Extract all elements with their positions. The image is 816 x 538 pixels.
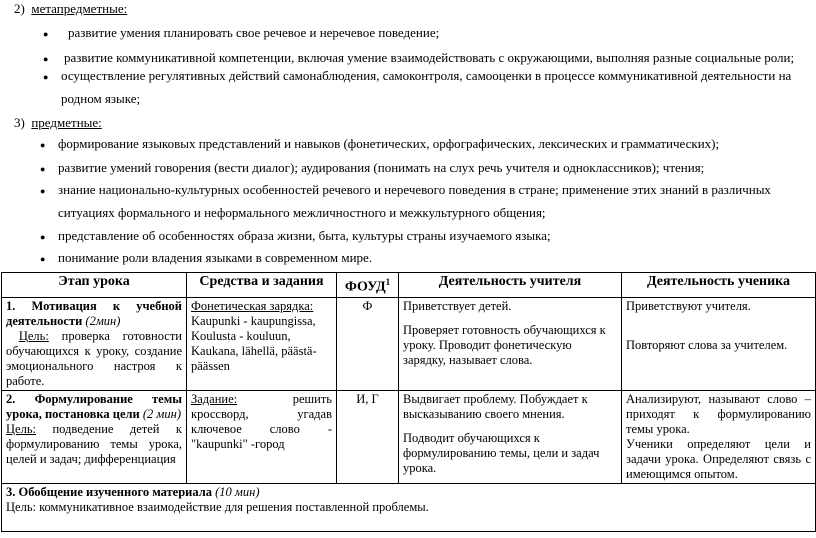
student-cell <box>622 297 816 390</box>
stage-time: (2мин) <box>85 313 121 328</box>
header-stage: Этап урока <box>2 273 187 298</box>
table-header-row <box>2 273 816 298</box>
teacher-cell <box>399 297 622 390</box>
student-text: Приветствуют учителя. <box>626 298 751 313</box>
stage-cell <box>2 390 187 483</box>
meta-item: осуществление регулятивных действий самонаблюдения, самоконтроля, самооценки в процессе коммуникативной деятельности на <box>61 68 792 83</box>
meta-item: развитие умения планировать свое речевое и неречевое поведение; <box>68 25 440 40</box>
bullet-icon: ● <box>43 72 49 82</box>
stage-title: 3. Обобщение изученного материала <box>6 484 213 499</box>
foud-cell: Ф <box>337 297 399 390</box>
student-text: Повторяют слова за учителем. <box>626 337 788 352</box>
subject-heading-number: 3) <box>14 115 25 130</box>
foud-footnote-mark: 1 <box>385 277 391 287</box>
bullet-icon: ● <box>40 186 46 196</box>
meta-heading-text: метапредметные: <box>31 1 128 16</box>
lesson-plan-table <box>1 272 816 532</box>
stage-cell <box>2 297 187 390</box>
subject-heading <box>14 115 102 131</box>
subject-item: представление об особенностях образа жизни, быта, культуры страны изучаемого языка; <box>58 228 551 243</box>
subject-item-continued: ситуациях формального и неформального межличностного и межкультурного общения; <box>58 205 546 220</box>
means-title: Фонетическая зарядка: <box>191 298 314 313</box>
bullet-icon: ● <box>40 232 46 242</box>
bullet-icon: ● <box>40 164 46 174</box>
bullet-icon: ● <box>40 140 46 150</box>
teacher-text: Проверяет готовность обучающихся к уроку. Проводит фонетическую зарядку, называет слова. <box>403 322 606 367</box>
goal-text: проверка готовности обучающихся к уроку, создание эмоционального настроя к работе. <box>6 328 182 388</box>
means-title: Задание: <box>191 391 238 406</box>
header-foud: ФОУД$^1$ <box>337 273 399 298</box>
meta-heading <box>14 1 127 17</box>
subject-item: развитие умений говорения (вести диалог); аудирования (понимать на слух речь учителя и одноклассников); чтения; <box>58 160 705 175</box>
goal-text: подведение детей к формулированию темы урока, целей и задач; дифференциация <box>6 421 183 466</box>
means-cell <box>187 297 337 390</box>
means-cell <box>187 390 337 483</box>
meta-heading-number: 2) <box>14 1 25 16</box>
table-row <box>2 297 816 390</box>
goal-text: Цель: коммуникативное взаимодействие для решения поставленной проблемы. <box>6 499 429 514</box>
bullet-icon: ● <box>43 54 49 64</box>
stage-time: (2 мин) <box>142 406 182 421</box>
stage-cell-wide <box>2 483 816 531</box>
means-text: Kaupunki - kaupungissa, Koulusta - kouluun, Kaukana, lähellä, päästä-päässen <box>191 313 317 373</box>
bullet-icon: ● <box>43 29 49 39</box>
teacher-text: Выдвигает проблему. Побуждает к высказыванию своего мнения. <box>403 391 588 421</box>
subject-heading-text: предметные: <box>31 115 102 130</box>
header-student: Деятельность ученика <box>622 273 816 298</box>
stage-time: (10 мин) <box>215 484 260 499</box>
subject-item: понимание роли владения языками в современном мире. <box>58 250 373 265</box>
goal-label: Цель: <box>18 328 49 343</box>
table-row <box>2 390 816 483</box>
table-row <box>2 483 816 531</box>
teacher-text: Подводит обучающихся к формулированию темы, цели и задач урока. <box>403 430 600 475</box>
subject-item: формирование языковых представлений и навыков (фонетических, орфографических, лексических и грамматических); <box>58 136 720 151</box>
teacher-text: Приветствует детей. <box>403 298 512 313</box>
bullet-icon: ● <box>40 254 46 264</box>
stage-title: 2. Формулирование темы урока, постановка цели <box>6 391 182 421</box>
teacher-cell <box>399 390 622 483</box>
student-text: Ученики определяют цели и задачи урока. Определяют связь с имеющимся опытом. <box>626 436 811 481</box>
meta-item-continued: родном языке; <box>61 91 141 106</box>
subject-item: знание национально-культурных особенностей речевого и неречевого поведения в стране; применение этих знаний в различных <box>58 182 771 197</box>
goal-label: Цель: <box>6 421 36 436</box>
means-text: решить кроссворд, угадав ключевое слово - "kaupunki" -город <box>191 391 332 451</box>
student-text: Анализируют, называют слово – приходят к формулированию темы урока. <box>626 391 811 436</box>
stage-title: 1. Мотивация к учебной деятельности <box>6 298 182 328</box>
foud-cell: И, Г <box>337 390 399 483</box>
header-means: Средства и задания <box>187 273 337 298</box>
student-cell <box>622 390 816 483</box>
meta-item: развитие коммуникативной компетенции, включая умение взаимодействовать с окружающими, выполняя разные социальные роли; <box>64 50 795 65</box>
header-teacher: Деятельность учителя <box>399 273 622 298</box>
